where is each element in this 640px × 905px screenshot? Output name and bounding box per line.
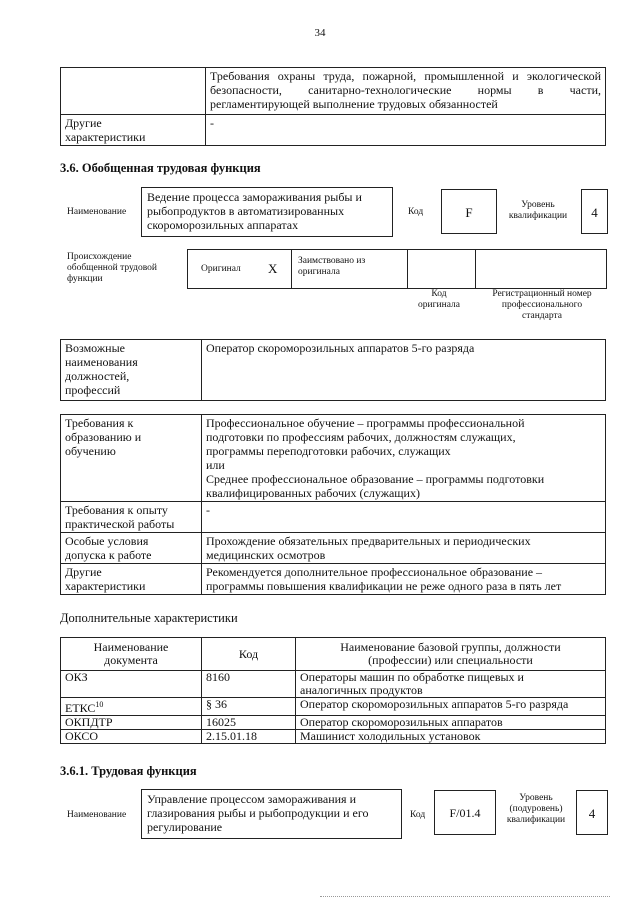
table-cell-value: Требования охраны труда, пожарной, промышленной и экологической безопасности, санитарно-технологические нормы в части, регламентирующей выполнение трудовых обязанностей bbox=[206, 68, 606, 115]
table-cell-doc: ОКСО bbox=[61, 730, 202, 744]
positions-table bbox=[60, 339, 606, 401]
table-cell-name: Оператор скороморозильных аппаратов 5-го разряда bbox=[296, 698, 606, 716]
level-value-box: 4 bbox=[581, 189, 608, 234]
table-cell-doc: ОКПДТР bbox=[61, 716, 202, 730]
original-mark: X bbox=[268, 261, 278, 276]
table-cell-value: Рекомендуется дополнительное профессиональное образование – программы повышения квалификации не реже одного раза в пять лет bbox=[202, 564, 606, 595]
table-cell-name: Машинист холодильных установок bbox=[296, 730, 606, 744]
level-label: Уровень квалификации bbox=[508, 200, 568, 221]
section-heading: 3.6. Обобщенная трудовая функция bbox=[60, 161, 261, 175]
subsection-heading: 3.6.1. Трудовая функция bbox=[60, 764, 197, 778]
top-table bbox=[60, 67, 606, 146]
table-row bbox=[61, 68, 606, 115]
borrowed-label: Заимствовано из оригинала bbox=[298, 256, 366, 277]
original-label: Оригинал bbox=[201, 264, 241, 274]
code-label: Код bbox=[408, 207, 424, 217]
table-row bbox=[61, 730, 606, 744]
table-cell-label: Возможные наименования должностей, профессий bbox=[61, 340, 202, 401]
column-header: Наименование документа bbox=[61, 638, 202, 671]
table-cell-value: Профессиональное обучение – программы профессиональной подготовки по профессиям рабочих, должностям служащих, программы переподготовки рабочих, служащих или Среднее профессиональное образование – программы подготовки квалифицированных рабочих (служащих) bbox=[202, 415, 606, 502]
divider bbox=[475, 249, 476, 289]
origin-table bbox=[187, 249, 607, 289]
table-row bbox=[61, 698, 606, 716]
table-cell-label: Другие характеристики bbox=[61, 115, 206, 146]
requirements-table bbox=[60, 414, 606, 595]
table-row bbox=[61, 716, 606, 730]
function-name-box: Управление процессом замораживания и глазирования рыбы и рыбопродукции и его регулирование bbox=[141, 789, 402, 839]
table-header-row bbox=[61, 638, 606, 671]
footnote-ref: 10 bbox=[95, 700, 104, 709]
code-value-box: F bbox=[441, 189, 497, 234]
level-value-box: 4 bbox=[576, 790, 608, 835]
table-row bbox=[61, 115, 606, 146]
additional-table bbox=[60, 637, 606, 744]
code-original-label: Код оригинала bbox=[418, 289, 460, 310]
page-number: 34 bbox=[314, 27, 326, 39]
table-cell-name: Оператор скороморозильных аппаратов bbox=[296, 716, 606, 730]
table-cell-value: - bbox=[202, 502, 606, 533]
table-cell-code: § 36 bbox=[202, 698, 296, 716]
table-cell-doc bbox=[61, 698, 202, 716]
page-bottom-line bbox=[320, 896, 610, 897]
table-cell-label: Другие характеристики bbox=[61, 564, 202, 595]
table-cell-label: Особые условия допуска к работе bbox=[61, 533, 202, 564]
registration-number-label: Регистрационный номер профессионального стандарта bbox=[492, 289, 592, 321]
table-cell-code: 16025 bbox=[202, 716, 296, 730]
table-cell-value: Прохождение обязательных предварительных и периодических медицинских осмотров bbox=[202, 533, 606, 564]
table-cell-code: 2.15.01.18 bbox=[202, 730, 296, 744]
level-label: Уровень (подуровень) квалификации bbox=[506, 793, 566, 825]
table-row bbox=[61, 502, 606, 533]
code-value-box: F/01.4 bbox=[434, 790, 496, 835]
additional-heading: Дополнительные характеристики bbox=[60, 611, 238, 625]
table-row bbox=[61, 415, 606, 502]
divider bbox=[291, 249, 292, 289]
table-cell-value: Оператор скороморозильных аппаратов 5-го разряда bbox=[202, 340, 606, 401]
divider bbox=[407, 249, 408, 289]
column-header: Наименование базовой группы, должности (профессии) или специальности bbox=[296, 638, 606, 671]
code-label: Код bbox=[410, 810, 426, 820]
table-row bbox=[61, 671, 606, 698]
table-cell-value: - bbox=[206, 115, 606, 146]
table-cell-label bbox=[61, 68, 206, 115]
table-row bbox=[61, 533, 606, 564]
origin-label: Происхождение обобщенной трудовой функции bbox=[67, 252, 157, 284]
table-row bbox=[61, 564, 606, 595]
table-cell-label: Требования к образованию и обучению bbox=[61, 415, 202, 502]
table-cell-label: Требования к опыту практической работы bbox=[61, 502, 202, 533]
name-label: Наименование bbox=[67, 810, 127, 820]
table-cell-code: 8160 bbox=[202, 671, 296, 698]
doc-name: ЕТКС bbox=[65, 701, 96, 715]
function-name-box: Ведение процесса замораживания рыбы и рыбопродуктов в автоматизированных скороморозильных аппаратах bbox=[141, 187, 393, 237]
table-cell-doc: ОКЗ bbox=[61, 671, 202, 698]
table-row bbox=[61, 340, 606, 401]
name-label: Наименование bbox=[67, 207, 127, 217]
column-header: Код bbox=[202, 638, 296, 671]
table-cell-name: Операторы машин по обработке пищевых и аналогичных продуктов bbox=[296, 671, 606, 698]
